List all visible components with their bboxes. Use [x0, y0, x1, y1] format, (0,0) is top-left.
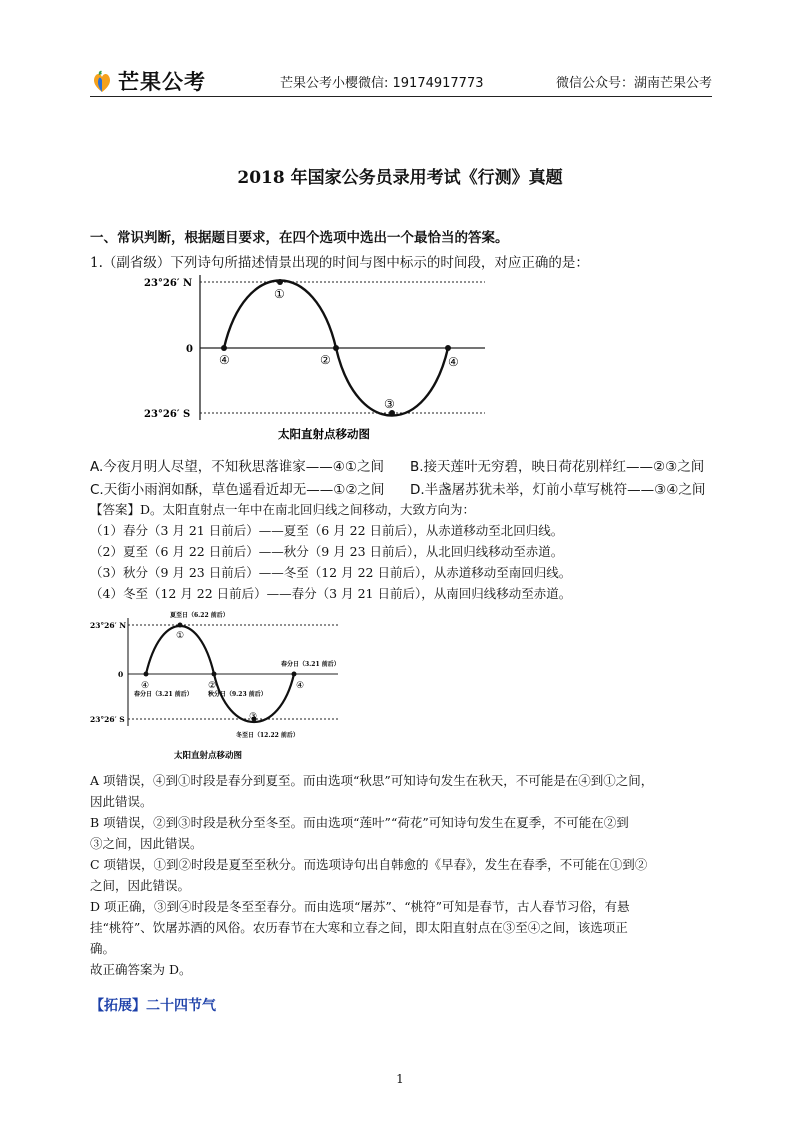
explanation-d-1: D 项正确，③到④时段是冬至至春分。而由选项“屠苏”、“桃符”可知是春节，古人春节习俗，有悬: [90, 899, 630, 914]
explanation-b-1: B 项错误，②到③时段是秋分至冬至。而由选项“莲叶”“荷花”可知诗句发生在夏季，不可能在②到: [90, 815, 629, 830]
fig2-label-autumn: 秋分日（9.23 前后）: [208, 691, 267, 698]
explanation-c-2: 之间，因此错误。: [90, 878, 191, 893]
fig2-point-summer: [178, 623, 183, 628]
sun-movement-figure-1: [140, 270, 500, 445]
contact-info: 芒果公考小樱微信: 19174917773: [280, 76, 484, 91]
brand-logo: [90, 66, 206, 96]
explanation-block: [90, 770, 715, 980]
fig2-marker-2: ②: [208, 681, 217, 691]
page-title: 2018 年国家公务员录用考试《行测》真题: [237, 168, 563, 188]
option-b: B.接天莲叶无穷碧，映日荷花别样红——②③之间: [410, 459, 705, 475]
fig2-point-spring2: [292, 672, 297, 677]
extension-heading: [90, 995, 216, 1015]
section-heading: 一、常识判断，根据题目要求，在四个选项中选出一个最恰当的答案。: [90, 230, 509, 246]
extension-tag: 【拓展】: [90, 998, 146, 1014]
explanation-d-3: 确。: [90, 941, 116, 956]
sun-movement-figure-2: [88, 608, 348, 763]
fig2-caption: 太阳直射点移动图: [174, 751, 243, 761]
fig1-label-north: 23°26′ N: [144, 278, 193, 289]
fig1-caption: 太阳直射点移动图: [278, 427, 370, 441]
explanation-d-2: 挂“桃符”、饮屠苏酒的风俗。农历春节在大寒和立春之间，即太阳直射点在③至④之间，该选项正: [90, 920, 628, 935]
fig2-marker-4b: ④: [296, 681, 305, 691]
fig2-label-south: 23°26′ S: [90, 715, 125, 724]
option-d: D.半盏屠苏犹未举，灯前小草写桃符——③④之间: [410, 482, 706, 498]
fig2-marker-4a: ④: [141, 681, 150, 691]
fig1-marker-4b: ④: [448, 355, 459, 369]
fig2-label-summer: 夏至日（6.22 前后）: [170, 612, 229, 619]
fig1-label-south: 23°26′ S: [144, 409, 191, 420]
option-c: C.天街小雨润如酥，草色遥看近却无——①②之间: [90, 482, 385, 498]
fig1-label-zero: 0: [186, 344, 193, 355]
fig2-label-north: 23°26′ N: [90, 621, 127, 630]
answer-line-2: （2）夏至（6 月 22 日前后）——秋分（9 月 23 日前后），从北回归线移动至赤道。: [90, 544, 564, 559]
fig2-label-spring2: 春分日（3.21 前后）: [281, 661, 340, 668]
fig1-marker-2: ②: [320, 353, 331, 367]
page-number: 1: [396, 1072, 404, 1086]
wechat-info: 微信公众号：湖南芒果公考: [555, 76, 712, 91]
explanation-a-2: 因此错误。: [90, 794, 153, 809]
fig2-label-zero: 0: [118, 670, 124, 679]
explanation-c-1: C 项错误，①到②时段是夏至至秋分。而选项诗句出自韩愈的《早春》，发生在春季，不可能在①到②: [90, 857, 648, 872]
answer-line-1: （1）春分（3 月 21 日前后）——夏至（6 月 22 日前后），从赤道移动至北回归线。: [90, 523, 564, 538]
extension-text: 二十四节气: [146, 998, 216, 1014]
fig1-point-summer: [277, 279, 283, 285]
fig2-marker-1: ①: [176, 631, 185, 641]
logo-text: 芒果公考: [118, 70, 206, 94]
fig1-point-spring: [221, 345, 227, 351]
question-text: 1.（副省级）下列诗句所描述情景出现的时间与图中标示的时间段，对应正确的是：: [90, 255, 589, 271]
fig1-marker-4a: ④: [219, 353, 230, 367]
answer-head: 【答案】D。太阳直射点一年中在南北回归线之间移动，大致方向为：: [90, 502, 476, 517]
page-header: [90, 62, 712, 97]
fig2-point-spring: [144, 672, 149, 677]
explanation-b-2: ③之间，因此错误。: [90, 836, 203, 851]
mango-logo-icon: [90, 69, 114, 93]
explanation-a-1: A 项错误，④到①时段是春分到夏至。而由选项“秋思”可知诗句发生在秋天，不可能是在④到①之间，: [90, 773, 654, 788]
fig2-point-autumn: [212, 672, 217, 677]
option-a: A.今夜月明人尽望，不知秋思落谁家——④①之间: [90, 459, 384, 475]
fig1-marker-3: ③: [384, 397, 395, 411]
answer-line-4: （4）冬至（12 月 22 日前后）——春分（3 月 21 日前后），从南回归线移动至赤道。: [90, 586, 572, 601]
fig2-label-winter: 冬至日（12.22 前后）: [236, 732, 299, 739]
fig2-marker-3: ③: [249, 712, 258, 722]
fig1-point-autumn: [333, 345, 339, 351]
fig2-label-spring1: 春分日（3.21 前后）: [134, 691, 193, 698]
fig1-marker-1: ①: [274, 287, 285, 301]
answer-line-3: （3）秋分（9 月 23 日前后）——冬至（12 月 22 日前后），从赤道移动至南回归线。: [90, 565, 572, 580]
fig1-point-spring2: [445, 345, 451, 351]
explanation-final: 故正确答案为 D。: [90, 962, 192, 977]
